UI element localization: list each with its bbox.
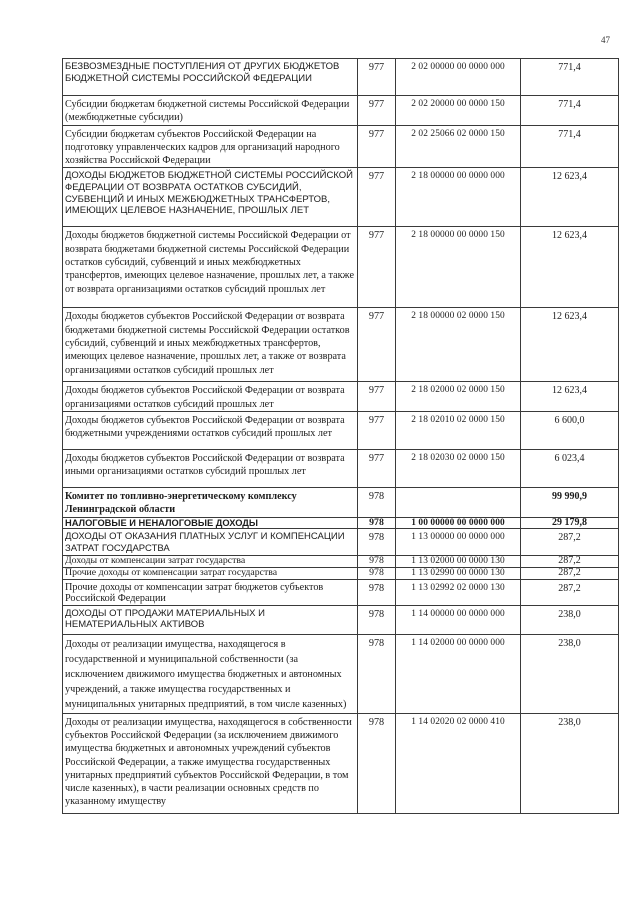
admin-code: 978 [358, 488, 396, 518]
budget-code: 2 02 25066 02 0000 150 [396, 125, 521, 168]
amount: 238,0 [521, 605, 619, 634]
committee-total-amount: 99 990,9 [521, 488, 619, 518]
admin-code: 978 [358, 529, 396, 556]
budget-code: 1 13 02992 02 0000 130 [396, 579, 521, 605]
table-row [63, 59, 619, 96]
admin-code: 977 [358, 450, 396, 488]
row-description: ДОХОДЫ ОТ ОКАЗАНИЯ ПЛАТНЫХ УСЛУГ И КОМПЕНСАЦИИ ЗАТРАТ ГОСУДАРСТВА [63, 529, 358, 556]
row-description: Доходы бюджетов бюджетной системы Российской Федерации от возврата бюджетами бюджетной системы Российской Федерации остатков субсидий, субвенций и иных межбюджетных трансфертов, имеющих целевое назначение, прошлых лет, а также от возврата организациями остатков субсидий прошлых лет [63, 227, 358, 308]
admin-code: 978 [358, 517, 396, 529]
amount: 238,0 [521, 634, 619, 713]
amount: 287,2 [521, 529, 619, 556]
admin-code: 978 [358, 556, 396, 568]
table-row [63, 605, 619, 634]
revenue-table-body [63, 59, 619, 814]
row-description: Доходы бюджетов субъектов Российской Федерации от возврата иными организациями остатков субсидий прошлых лет [63, 450, 358, 488]
budget-code: 2 18 02000 02 0000 150 [396, 382, 521, 412]
row-description: Доходы от реализации имущества, находящегося в государственной и муниципальной собственности (за исключением движимого имущества бюджетных и автономных учреждений, а также имущества государственных и муниципальных унитарных предприятий, в том числе казенных) [63, 634, 358, 713]
page-number: 47 [601, 35, 610, 45]
amount: 12 623,4 [521, 168, 619, 227]
admin-code: 978 [358, 605, 396, 634]
table-row [63, 713, 619, 813]
budget-code: 1 14 02020 02 0000 410 [396, 713, 521, 813]
admin-code: 978 [358, 568, 396, 580]
budget-code: 1 00 00000 00 0000 000 [396, 517, 521, 529]
admin-code: 977 [358, 412, 396, 450]
row-description: Доходы бюджетов субъектов Российской Федерации от возврата бюджетами бюджетной системы Российской Федерации остатков субсидий, субвенций и иных межбюджетных трансфертов, имеющих целевое назначение, прошлых лет, а также от возврата организациями остатков субсидий прошлых лет [63, 308, 358, 382]
table-row [63, 96, 619, 126]
budget-code: 1 13 02990 00 0000 130 [396, 568, 521, 580]
amount: 12 623,4 [521, 308, 619, 382]
row-description: Доходы от реализации имущества, находящегося в собственности субъектов Российской Федерации (за исключением движимого имущества бюджетных и автономных учреждений субъектов Российской Федерации, а также имущества государственных унитарных предприятий субъектов Российской Федерации, в том числе казенных), в части реализации основных средств по указанному имуществу [63, 713, 358, 813]
admin-code: 978 [358, 634, 396, 713]
row-description: Прочие доходы от компенсации затрат бюджетов субъектов Российской Федерации [63, 579, 358, 605]
row-description: ДОХОДЫ БЮДЖЕТОВ БЮДЖЕТНОЙ СИСТЕМЫ РОССИЙСКОЙ ФЕДЕРАЦИИ ОТ ВОЗВРАТА ОСТАТКОВ СУБСИДИЙ, СУБВЕНЦИЙ И ИНЫХ МЕЖБЮДЖЕТНЫХ ТРАНСФЕРТОВ, ИМЕЮЩИХ ЦЕЛЕВОЕ НАЗНАЧЕНИЕ, ПРОШЛЫХ ЛЕТ [63, 168, 358, 227]
admin-code: 978 [358, 579, 396, 605]
admin-code: 977 [358, 227, 396, 308]
amount: 6 600,0 [521, 412, 619, 450]
row-description: Доходы бюджетов субъектов Российской Федерации от возврата бюджетными учреждениями остатков субсидий прошлых лет [63, 412, 358, 450]
admin-code: 977 [358, 168, 396, 227]
table-row [63, 227, 619, 308]
row-description: Прочие доходы от компенсации затрат государства [63, 568, 358, 580]
budget-code: 2 18 00000 00 0000 000 [396, 168, 521, 227]
amount: 12 623,4 [521, 227, 619, 308]
table-row [63, 556, 619, 568]
budget-code: 2 18 00000 02 0000 150 [396, 308, 521, 382]
table-row-committee [63, 488, 619, 518]
budget-code: 2 02 00000 00 0000 000 [396, 59, 521, 96]
amount: 771,4 [521, 59, 619, 96]
table-row [63, 168, 619, 227]
row-description: Субсидии бюджетам субъектов Российской Федерации на подготовку управленческих кадров для организаций народного хозяйства Российской Федерации [63, 125, 358, 168]
admin-code: 978 [358, 713, 396, 813]
amount: 12 623,4 [521, 382, 619, 412]
table-row [63, 125, 619, 168]
row-description: ДОХОДЫ ОТ ПРОДАЖИ МАТЕРИАЛЬНЫХ И НЕМАТЕРИАЛЬНЫХ АКТИВОВ [63, 605, 358, 634]
row-description: БЕЗВОЗМЕЗДНЫЕ ПОСТУПЛЕНИЯ ОТ ДРУГИХ БЮДЖЕТОВ БЮДЖЕТНОЙ СИСТЕМЫ РОССИЙСКОЙ ФЕДЕРАЦИИ [63, 59, 358, 96]
revenue-table [62, 58, 619, 814]
amount: 238,0 [521, 713, 619, 813]
row-description: Субсидии бюджетам бюджетной системы Российской Федерации (межбюджетные субсидии) [63, 96, 358, 126]
table-row [63, 308, 619, 382]
amount: 287,2 [521, 568, 619, 580]
table-row [63, 579, 619, 605]
row-description: Доходы от компенсации затрат государства [63, 556, 358, 568]
amount: 771,4 [521, 125, 619, 168]
table-row [63, 382, 619, 412]
amount: 287,2 [521, 579, 619, 605]
table-row [63, 517, 619, 529]
committee-name: Комитет по топливно-энергетическому комплексу Ленинградской области [63, 488, 358, 518]
admin-code: 977 [358, 59, 396, 96]
amount: 6 023,4 [521, 450, 619, 488]
amount: 287,2 [521, 556, 619, 568]
budget-code: 1 14 00000 00 0000 000 [396, 605, 521, 634]
admin-code: 977 [358, 125, 396, 168]
row-description: Доходы бюджетов субъектов Российской Федерации от возврата организациями остатков субсидий прошлых лет [63, 382, 358, 412]
amount: 771,4 [521, 96, 619, 126]
budget-code [396, 488, 521, 518]
table-row [63, 568, 619, 580]
admin-code: 977 [358, 382, 396, 412]
table-row [63, 412, 619, 450]
admin-code: 977 [358, 308, 396, 382]
budget-code: 2 18 00000 00 0000 150 [396, 227, 521, 308]
budget-code: 2 02 20000 00 0000 150 [396, 96, 521, 126]
amount: 29 179,8 [521, 517, 619, 529]
budget-code: 2 18 02010 02 0000 150 [396, 412, 521, 450]
budget-code: 1 13 00000 00 0000 000 [396, 529, 521, 556]
row-description: НАЛОГОВЫЕ И НЕНАЛОГОВЫЕ ДОХОДЫ [63, 517, 358, 529]
admin-code: 977 [358, 96, 396, 126]
table-row [63, 450, 619, 488]
budget-code: 1 13 02000 00 0000 130 [396, 556, 521, 568]
table-row [63, 634, 619, 713]
budget-code: 1 14 02000 00 0000 000 [396, 634, 521, 713]
table-row [63, 529, 619, 556]
budget-code: 2 18 02030 02 0000 150 [396, 450, 521, 488]
